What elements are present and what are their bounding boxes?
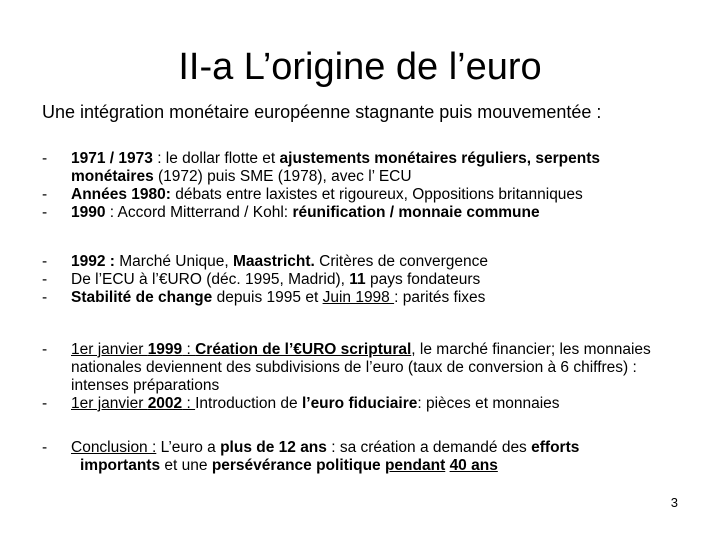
text-run: et une	[160, 457, 212, 474]
text-run: Marché Unique,	[114, 253, 233, 270]
slide-subtitle: Une intégration monétaire européenne stagnante puis mouvementée :	[42, 102, 602, 122]
text-run: débats entre laxistes et rigoureux, Oppositions britanniques	[170, 186, 583, 203]
text-run: pays fondateurs	[365, 271, 481, 288]
text-run: importants	[80, 457, 161, 474]
bullet-text	[71, 395, 560, 412]
bullet-text	[71, 204, 540, 221]
text-run: réunification / monnaie commune	[292, 204, 540, 221]
text-run: :	[182, 395, 196, 412]
text-run: Stabilité de change	[71, 289, 213, 306]
bullet-item	[0, 289, 720, 307]
text-run: De l’ECU à l’€URO (déc. 1995, Madrid),	[71, 271, 350, 288]
bullet-dash: -	[42, 253, 48, 270]
text-run: persévérance politique	[211, 457, 381, 474]
text-run: depuis 1995 et	[212, 289, 323, 306]
text-run: l’euro fiduciaire	[301, 395, 418, 412]
bullet-item	[0, 150, 720, 186]
text-run: 2002	[147, 395, 183, 412]
text-run: 1er janvier	[71, 395, 148, 412]
bullet-item	[0, 341, 720, 395]
bullet-text	[71, 271, 480, 288]
bullet-dash: -	[42, 395, 48, 412]
text-run: 1971 / 1973	[71, 150, 153, 167]
slide-title: II-a L’origine de l’euro	[178, 46, 542, 88]
text-run: : parités fixes	[394, 289, 486, 306]
text-run: Création de l’€URO scriptural	[195, 341, 412, 358]
text-run: efforts	[531, 439, 580, 456]
bullet-dash: -	[42, 289, 48, 306]
text-run: plus de 12 ans	[220, 439, 327, 456]
bullet-group-1	[0, 150, 720, 222]
bullet-dash: -	[42, 439, 48, 456]
text-run: Conclusion :	[71, 439, 157, 456]
bullet-item	[0, 439, 720, 457]
bullet-text	[71, 341, 651, 394]
text-run: ajustements monétaires réguliers, serpents monétaires	[71, 150, 601, 185]
text-run: 40 ans	[449, 457, 498, 474]
text-run: (1972) puis SME (1978), avec l’ ECU	[153, 168, 412, 185]
bullet-text	[71, 289, 485, 306]
text-run: L’euro a	[156, 439, 221, 456]
text-run: 1990	[71, 204, 106, 221]
bullet-text	[71, 150, 600, 185]
text-run: , le marché financier; les monnaies nationales deviennent des subdivisions de l’euro (taux de conversion à 6 chiffres) : intenses préparations	[71, 341, 651, 394]
bullet-dash: -	[42, 186, 48, 203]
text-run: Maastricht.	[232, 253, 315, 270]
text-run: 1er janvier	[71, 341, 148, 358]
bullet-group-2	[0, 253, 720, 307]
bullet-item	[0, 395, 720, 413]
bullet-dash: -	[42, 271, 48, 288]
bullet-item	[0, 271, 720, 289]
text-run: : sa création a demandé des	[326, 439, 532, 456]
bullet-group-4	[0, 439, 720, 475]
text-run: Années 1980:	[71, 186, 171, 203]
bullet-text	[71, 253, 488, 270]
bullet-item	[0, 186, 720, 204]
text-run: 1992 :	[71, 253, 115, 270]
text-run: pendant	[384, 457, 446, 474]
text-run: : le dollar flotte et	[152, 150, 280, 167]
bullet-group-3	[0, 341, 720, 413]
conclusion-continuation	[0, 457, 720, 475]
text-run: 11	[349, 271, 366, 288]
text-run: : pièces et monnaies	[417, 395, 560, 412]
text-run: Critères de convergence	[314, 253, 488, 270]
bullet-dash: -	[42, 204, 48, 221]
bullet-dash: -	[42, 150, 48, 167]
text-run: :	[182, 341, 196, 358]
text-run: : Accord Mitterrand / Kohl:	[105, 204, 293, 221]
text-run: Introduction de	[195, 395, 302, 412]
page-number: 3	[670, 495, 678, 510]
bullet-item	[0, 253, 720, 271]
text-run: Juin 1998	[322, 289, 395, 306]
bullet-text	[80, 457, 498, 474]
bullet-text	[71, 186, 583, 203]
text-run: 1999	[147, 341, 183, 358]
bullet-item	[0, 204, 720, 222]
bullet-text	[71, 439, 579, 456]
bullet-dash: -	[42, 341, 48, 358]
